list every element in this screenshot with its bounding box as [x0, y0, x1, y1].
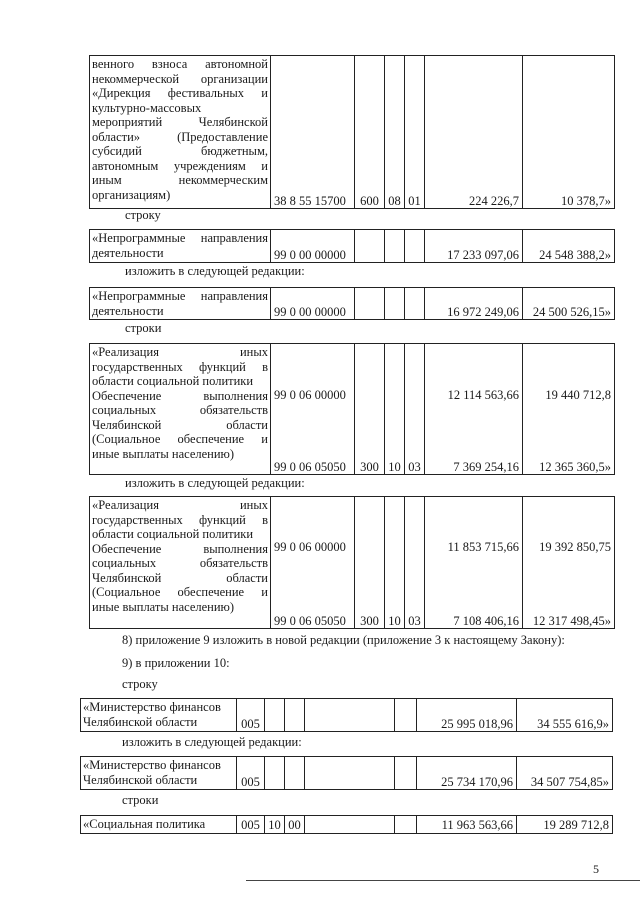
row-name-sub: Обеспечение выполнения социальных обязательств Челябинской области (Социальное обеспечение и иные выплаты населению): [92, 541, 268, 614]
text-line: изложить в следующей редакции:: [125, 476, 305, 490]
page-number: 5: [593, 862, 599, 876]
budget-table-3: [89, 287, 615, 320]
amount-2: 19 289 712,8: [517, 816, 613, 834]
ministry-code: 005: [237, 816, 265, 834]
paragraph-9: 9) в приложении 10:: [122, 656, 230, 670]
amount-2: 24 500 526,15»: [523, 288, 615, 320]
budget-table-5: [89, 496, 615, 629]
text-line: изложить в следующей редакции:: [125, 264, 305, 278]
section-code: 08: [385, 56, 405, 209]
target-article-code-2: 99 0 06 05050: [274, 613, 346, 628]
amount-1: 16 972 249,06: [425, 288, 523, 320]
row-name: «Реализация иных государственных функций в области социальной политики: [92, 498, 268, 541]
amount-1: 224 226,7: [425, 56, 523, 209]
section-code: 10: [385, 497, 405, 629]
row-name: «Непрограммные направления деятельности: [90, 288, 271, 320]
amount-1: 25 734 170,96: [417, 757, 517, 790]
row-name: «Социальная политика: [81, 816, 237, 834]
paragraph-8: 8) приложение 9 изложить в новой редакции (приложение 3 к настоящему Закону):: [122, 633, 565, 647]
target-article-code: 99 0 00 00000: [271, 230, 355, 263]
row-name: «Министерство финансов Челябинской области: [81, 757, 237, 790]
amount-1: 12 114 563,66: [447, 387, 519, 402]
amount-2: 10 378,7»: [523, 56, 615, 209]
subsection-code: 00: [285, 816, 305, 834]
ministry-code: 005: [237, 757, 265, 790]
amount-2-sub: 12 365 360,5»: [539, 459, 611, 474]
amount-2: 34 555 616,9»: [517, 699, 613, 732]
target-article-code: 99 0 06 00000: [274, 539, 346, 554]
budget-table-8: [80, 815, 613, 834]
footer-rule: [246, 880, 640, 881]
text-line: строки: [125, 321, 162, 335]
amount-1: 11 963 563,66: [417, 816, 517, 834]
text-line: строку: [122, 677, 158, 691]
section-code: 10: [265, 816, 285, 834]
text-line: строки: [122, 793, 159, 807]
subsection-code: 03: [405, 497, 425, 629]
row-name-sub: Обеспечение выполнения социальных обязательств Челябинской области (Социальное обеспечение и иные выплаты населению): [92, 388, 268, 461]
amount-2: 24 548 388,2»: [523, 230, 615, 263]
row-name: венного взноса автономной некоммерческой организации «Дирекция фестивальных и культурно-массовых мероприятий Челябинской области» (Предоставление субсидий бюджетным, автономным учреждениям и иным некоммерческим организациям): [90, 56, 271, 209]
budget-table-6: [80, 698, 613, 732]
amount-2: 34 507 754,85»: [517, 757, 613, 790]
subsection-code: 01: [405, 56, 425, 209]
row-name: «Непрограммные направления деятельности: [90, 230, 271, 263]
expense-type-code: 600: [355, 56, 385, 209]
amount-1: 11 853 715,66: [447, 539, 519, 554]
section-code: 10: [385, 344, 405, 475]
amount-1-sub: 7 108 406,16: [453, 613, 519, 628]
text-line: строку: [125, 208, 161, 222]
amount-1: 25 995 018,96: [417, 699, 517, 732]
amount-2-sub: 12 317 498,45»: [532, 613, 611, 628]
budget-table-2: [89, 229, 615, 263]
target-article-code: 38 8 55 15700: [271, 56, 355, 209]
budget-table-4: [89, 343, 615, 475]
row-name: «Министерство финансов Челябинской области: [81, 699, 237, 732]
row-name: «Реализация иных государственных функций в области социальной политики: [92, 345, 268, 388]
budget-table-7: [80, 756, 613, 790]
target-article-code-2: 99 0 06 05050: [274, 459, 346, 474]
amount-1: 17 233 097,06: [425, 230, 523, 263]
target-article-code: 99 0 00 00000: [271, 288, 355, 320]
budget-table-1: [89, 55, 615, 209]
amount-2: 19 392 850,75: [539, 539, 611, 554]
amount-1-sub: 7 369 254,16: [453, 459, 519, 474]
expense-type-code: 300: [355, 497, 385, 629]
expense-type-code: 300: [355, 344, 385, 475]
amount-2: 19 440 712,8: [545, 387, 611, 402]
text-line: изложить в следующей редакции:: [122, 735, 302, 749]
target-article-code: 99 0 06 00000: [274, 387, 346, 402]
subsection-code: 03: [405, 344, 425, 475]
ministry-code: 005: [237, 699, 265, 732]
